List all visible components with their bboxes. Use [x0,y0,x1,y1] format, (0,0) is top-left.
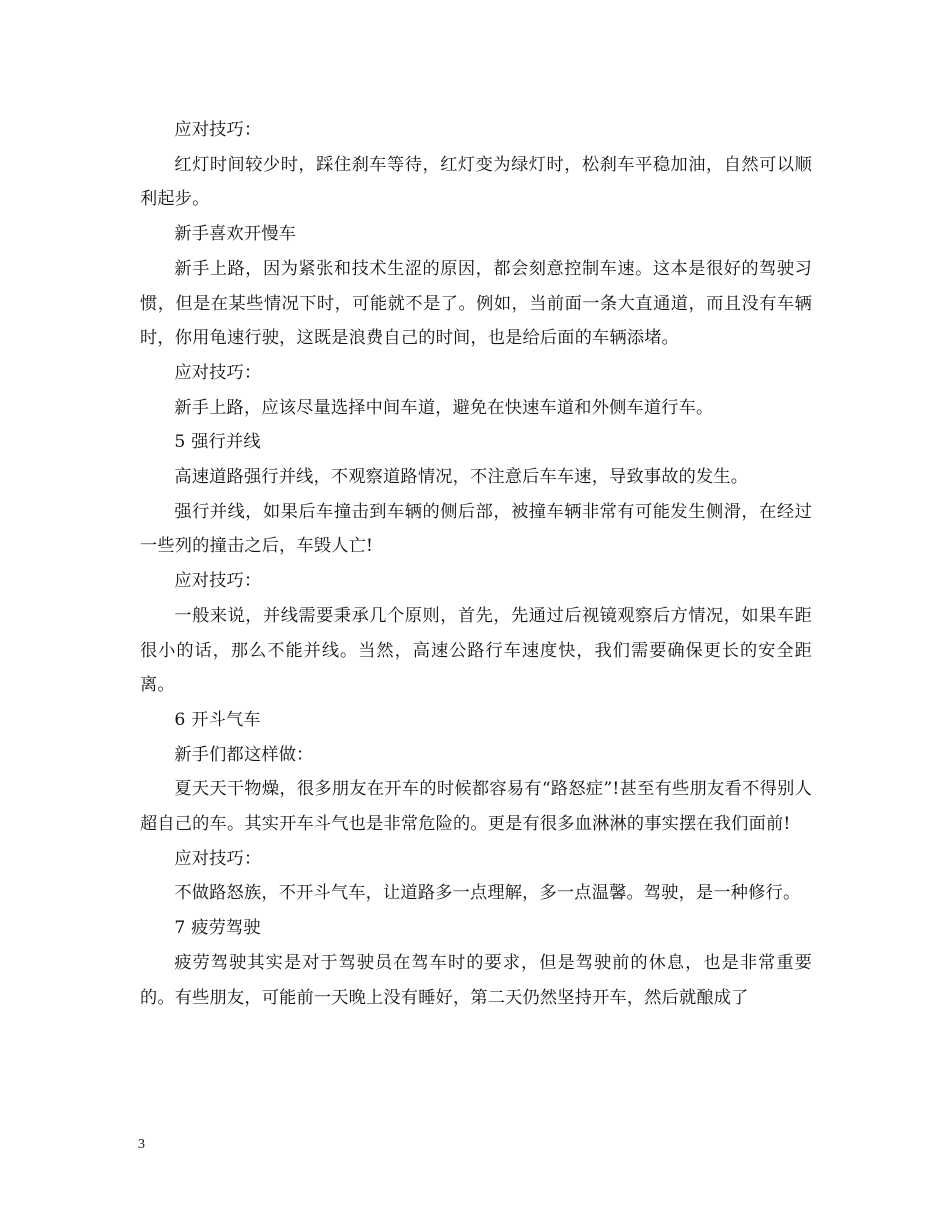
section-heading-forced-merge: 5 强行并线 [174,432,261,453]
section-heading-fatigue-driving: 7 疲劳驾驶 [174,918,261,939]
document-body [140,113,812,1015]
paragraph-middle-lane: 新手上路，应该尽量选择中间车道，避免在快速车道和外侧车道行车。 [174,397,714,418]
paragraph-forced-merge-2: 强行并线，如果后车撞击到车辆的侧后部，被撞车辆非常有可能发生侧滑，在经过一些列的撞击之后，车毁人亡! [140,501,812,557]
paragraph-coping-tips-2: 应对技巧： [174,362,262,383]
paragraph-coping-tips-4: 应对技巧： [174,848,262,869]
section-heading-slow-driving: 新手喜欢开慢车 [174,224,297,245]
paragraph-road-rage: 夏天天干物燥，很多朋友在开车的时候都容易有“路怒症”!甚至有些朋友看不得别人超自己的车。其实开车斗气也是非常危险的。更是有很多血淋淋的事实摆在我们面前! [140,779,812,835]
paragraph-merge-principles: 一般来说，并线需要秉承几个原则，首先，先通过后视镜观察后方情况，如果车距很小的话，那么不能并线。当然，高速公路行车速度快，我们需要确保更长的安全距离。 [140,605,812,696]
paragraph-coping-tips-1: 应对技巧： [174,120,262,140]
paragraph-red-light-start: 红灯时间较少时，踩住刹车等待，红灯变为绿灯时，松刹车平稳加油，自然可以顺利起步。 [140,154,812,210]
paragraph-coping-tips-3: 应对技巧： [174,571,262,592]
paragraph-fatigue-driving: 疲劳驾驶其实是对于驾驶员在驾车时的要求，但是驾驶前的休息，也是非常重要的。有些朋友，可能前一天晚上没有睡好，第二天仍然坚持开车，然后就酿成了 [140,952,812,1008]
page-number: 3 [138,1137,145,1152]
paragraph-newbies-do-this: 新手们都这样做： [174,744,314,765]
paragraph-slow-driving: 新手上路，因为紧张和技术生涩的原因，都会刻意控制车速。这本是很好的驾驶习惯，但是在某些情况下时，可能就不是了。例如，当前面一条大直通道，而且没有车辆时，你用龟速行驶，这既是浪费自己的时间，也是给后面的车辆添堵。 [140,258,812,349]
section-heading-road-rage: 6 开斗气车 [174,709,261,730]
paragraph-forced-merge-1: 高速道路强行并线，不观察道路情况，不注意后车车速，导致事故的发生。 [174,467,749,488]
paragraph-no-road-rage: 不做路怒族，不开斗气车，让道路多一点理解，多一点温馨。驾驶，是一种修行。 [174,883,801,904]
